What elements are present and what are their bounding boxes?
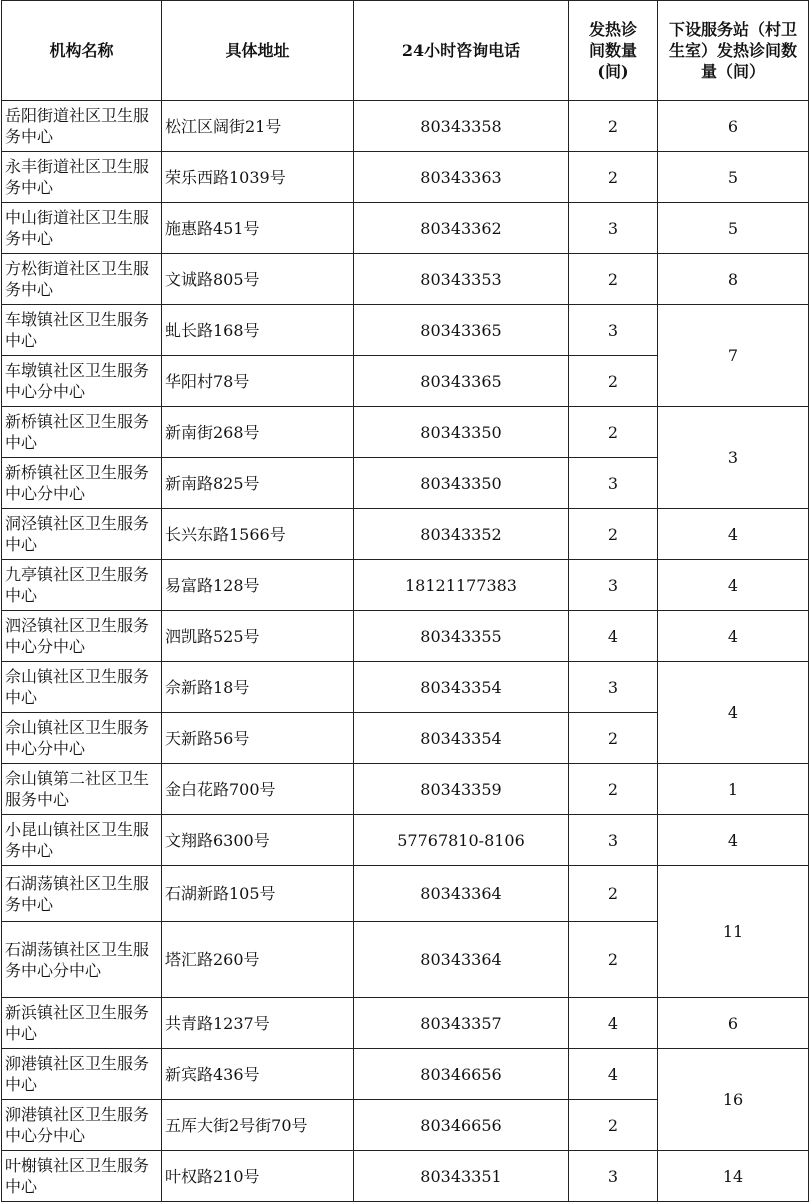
table-row	[2, 866, 809, 922]
table-row	[2, 611, 809, 662]
table-row	[2, 764, 809, 815]
fever-clinic-count: 2	[569, 407, 658, 458]
table-row	[2, 560, 809, 611]
station-clinic-count: 4	[658, 509, 809, 560]
institution-name: 泖港镇社区卫生服务中心分中心	[2, 1100, 162, 1151]
address: 共青路1237号	[162, 998, 354, 1049]
address: 泗凯路525号	[162, 611, 354, 662]
institution-name: 新浜镇社区卫生服务中心	[2, 998, 162, 1049]
fever-clinic-count: 3	[569, 560, 658, 611]
address: 文诚路805号	[162, 254, 354, 305]
fever-clinic-count: 2	[569, 254, 658, 305]
fever-clinic-table	[1, 0, 809, 1202]
phone: 80343354	[354, 662, 569, 713]
fever-clinic-count: 2	[569, 101, 658, 152]
address: 塔汇路260号	[162, 922, 354, 998]
institution-name: 新桥镇社区卫生服务中心分中心	[2, 458, 162, 509]
table-row	[2, 254, 809, 305]
fever-clinic-count: 4	[569, 1049, 658, 1100]
header-station-fever-clinics: 下设服务站（村卫生室）发热诊间数量（间）	[658, 1, 809, 101]
institution-name: 岳阳街道社区卫生服务中心	[2, 101, 162, 152]
table-row	[2, 998, 809, 1049]
station-clinic-count: 3	[658, 407, 809, 509]
table-row	[2, 1049, 809, 1100]
station-clinic-count: 5	[658, 203, 809, 254]
phone: 80343365	[354, 356, 569, 407]
phone: 80343359	[354, 764, 569, 815]
table-row	[2, 509, 809, 560]
station-clinic-count: 4	[658, 560, 809, 611]
fever-clinic-count: 2	[569, 764, 658, 815]
address: 新南路825号	[162, 458, 354, 509]
header-institution-name: 机构名称	[2, 1, 162, 101]
fever-clinic-count: 4	[569, 611, 658, 662]
station-clinic-count: 5	[658, 152, 809, 203]
institution-name: 佘山镇社区卫生服务中心分中心	[2, 713, 162, 764]
station-clinic-count: 14	[658, 1151, 809, 1202]
fever-clinic-count: 3	[569, 1151, 658, 1202]
address: 金白花路700号	[162, 764, 354, 815]
address: 虬长路168号	[162, 305, 354, 356]
address: 施惠路451号	[162, 203, 354, 254]
station-clinic-count: 8	[658, 254, 809, 305]
header-fever-clinics: 发热诊间数量(间)	[569, 1, 658, 101]
table-row	[2, 101, 809, 152]
table-row	[2, 407, 809, 458]
phone: 57767810-8106	[354, 815, 569, 866]
table-row	[2, 662, 809, 713]
station-clinic-count: 16	[658, 1049, 809, 1151]
table-header-row	[2, 1, 809, 101]
header-address: 具体地址	[162, 1, 354, 101]
phone: 80343364	[354, 866, 569, 922]
station-clinic-count: 4	[658, 815, 809, 866]
phone: 80343364	[354, 922, 569, 998]
address: 华阳村78号	[162, 356, 354, 407]
table-row	[2, 815, 809, 866]
institution-name: 佘山镇社区卫生服务中心	[2, 662, 162, 713]
station-clinic-count: 4	[658, 611, 809, 662]
phone: 80343355	[354, 611, 569, 662]
phone: 80343350	[354, 407, 569, 458]
phone: 80343351	[354, 1151, 569, 1202]
institution-name: 叶榭镇社区卫生服务中心	[2, 1151, 162, 1202]
institution-name: 泗泾镇社区卫生服务中心分中心	[2, 611, 162, 662]
phone: 80343357	[354, 998, 569, 1049]
address: 佘新路18号	[162, 662, 354, 713]
fever-clinic-count: 2	[569, 509, 658, 560]
fever-clinic-count: 3	[569, 458, 658, 509]
address: 叶权路210号	[162, 1151, 354, 1202]
address: 长兴东路1566号	[162, 509, 354, 560]
fever-clinic-count: 4	[569, 998, 658, 1049]
address: 松江区阔街21号	[162, 101, 354, 152]
fever-clinic-count: 2	[569, 713, 658, 764]
fever-clinic-count: 3	[569, 815, 658, 866]
station-clinic-count: 7	[658, 305, 809, 407]
phone: 80343352	[354, 509, 569, 560]
institution-name: 九亭镇社区卫生服务中心	[2, 560, 162, 611]
address: 石湖新路105号	[162, 866, 354, 922]
institution-name: 石湖荡镇社区卫生服务中心分中心	[2, 922, 162, 998]
fever-clinic-count: 2	[569, 1100, 658, 1151]
fever-clinic-count: 3	[569, 305, 658, 356]
station-clinic-count: 1	[658, 764, 809, 815]
fever-clinic-count: 2	[569, 356, 658, 407]
station-clinic-count: 6	[658, 101, 809, 152]
address: 易富路128号	[162, 560, 354, 611]
fever-clinic-count: 2	[569, 866, 658, 922]
address: 文翔路6300号	[162, 815, 354, 866]
institution-name: 泖港镇社区卫生服务中心	[2, 1049, 162, 1100]
address: 新南街268号	[162, 407, 354, 458]
phone: 80346656	[354, 1049, 569, 1100]
phone: 80343362	[354, 203, 569, 254]
institution-name: 石湖荡镇社区卫生服务中心	[2, 866, 162, 922]
fever-clinic-count: 3	[569, 203, 658, 254]
address: 新宾路436号	[162, 1049, 354, 1100]
institution-name: 车墩镇社区卫生服务中心	[2, 305, 162, 356]
institution-name: 佘山镇第二社区卫生服务中心	[2, 764, 162, 815]
institution-name: 车墩镇社区卫生服务中心分中心	[2, 356, 162, 407]
table-row	[2, 305, 809, 356]
station-clinic-count: 11	[658, 866, 809, 998]
address: 荣乐西路1039号	[162, 152, 354, 203]
header-phone: 24小时咨询电话	[354, 1, 569, 101]
institution-name: 新桥镇社区卫生服务中心	[2, 407, 162, 458]
phone: 80343350	[354, 458, 569, 509]
fever-clinic-count: 2	[569, 152, 658, 203]
fever-clinic-count: 2	[569, 922, 658, 998]
institution-name: 永丰街道社区卫生服务中心	[2, 152, 162, 203]
table-row	[2, 203, 809, 254]
phone: 80343354	[354, 713, 569, 764]
institution-name: 洞泾镇社区卫生服务中心	[2, 509, 162, 560]
fever-clinic-count: 3	[569, 662, 658, 713]
institution-name: 中山街道社区卫生服务中心	[2, 203, 162, 254]
station-clinic-count: 4	[658, 662, 809, 764]
phone: 80343353	[354, 254, 569, 305]
table-row	[2, 152, 809, 203]
institution-name: 小昆山镇社区卫生服务中心	[2, 815, 162, 866]
station-clinic-count: 6	[658, 998, 809, 1049]
phone: 80346656	[354, 1100, 569, 1151]
phone: 80343363	[354, 152, 569, 203]
table-row	[2, 1151, 809, 1202]
phone: 18121177383	[354, 560, 569, 611]
institution-name: 方松街道社区卫生服务中心	[2, 254, 162, 305]
address: 五厍大街2号街70号	[162, 1100, 354, 1151]
address: 天新路56号	[162, 713, 354, 764]
phone: 80343365	[354, 305, 569, 356]
phone: 80343358	[354, 101, 569, 152]
